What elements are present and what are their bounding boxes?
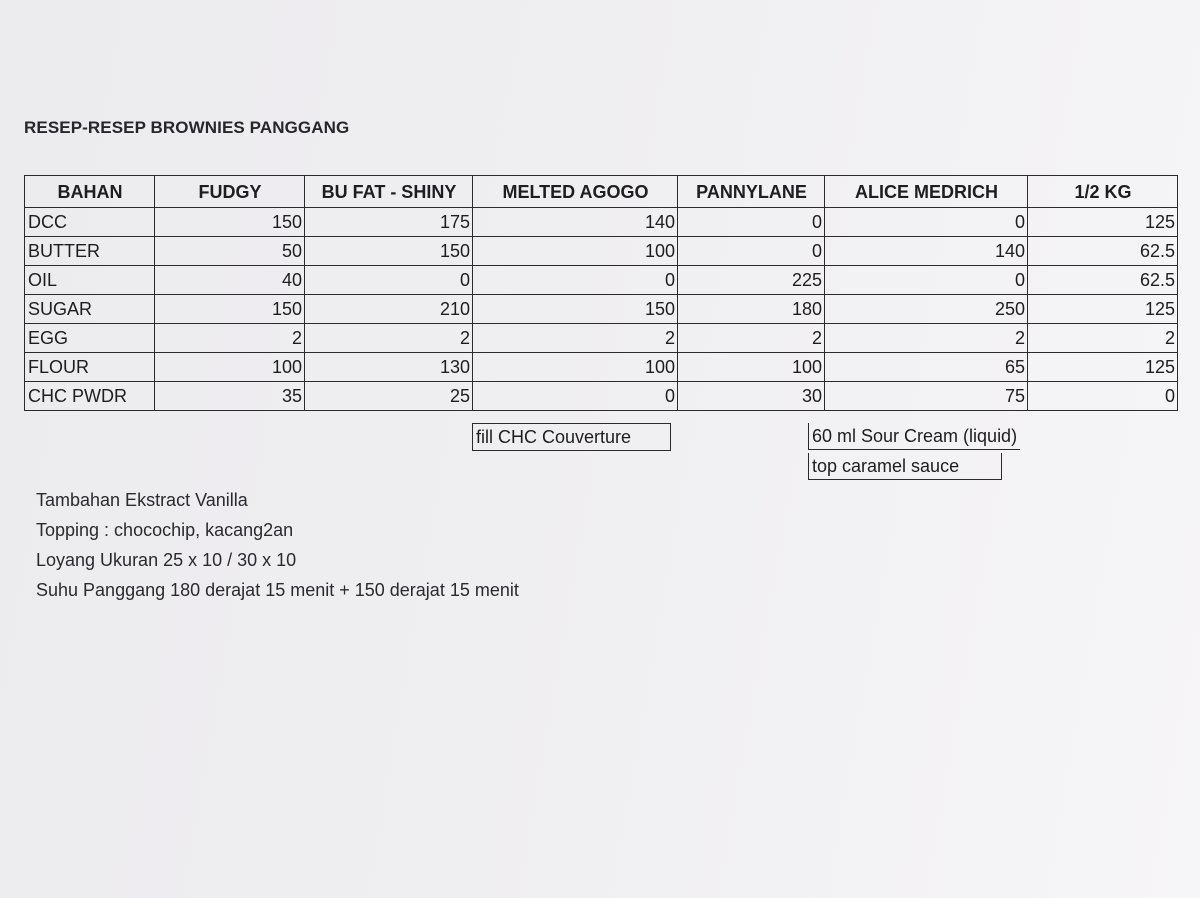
row-label: SUGAR bbox=[25, 295, 155, 324]
note-vanilla: Tambahan Ekstract Vanilla bbox=[36, 490, 248, 510]
table-row bbox=[25, 324, 1178, 353]
table-cell: 0 bbox=[473, 266, 678, 295]
table-cell: 62.5 bbox=[1028, 237, 1178, 266]
table-cell: 25 bbox=[305, 382, 473, 411]
table-cell: 150 bbox=[305, 237, 473, 266]
table-cell: 50 bbox=[155, 237, 305, 266]
table-cell: 0 bbox=[473, 382, 678, 411]
table-cell: 65 bbox=[825, 353, 1028, 382]
note-topping: Topping : chocochip, kacang2an bbox=[36, 520, 294, 540]
row-label: BUTTER bbox=[25, 237, 155, 266]
table-row bbox=[25, 237, 1178, 266]
table-cell: 140 bbox=[825, 237, 1028, 266]
row-label: OIL bbox=[25, 266, 155, 295]
column-header: BAHAN bbox=[25, 176, 155, 208]
table-cell: 0 bbox=[305, 266, 473, 295]
table-cell: 175 bbox=[305, 208, 473, 237]
recipe-notes bbox=[36, 485, 519, 605]
page-title: RESEP-RESEP BROWNIES PANGGANG bbox=[24, 118, 350, 137]
table-cell: 210 bbox=[305, 295, 473, 324]
table-cell: 150 bbox=[155, 295, 305, 324]
table-cell: 0 bbox=[678, 208, 825, 237]
table-header-row bbox=[25, 176, 1178, 208]
table-cell: 140 bbox=[473, 208, 678, 237]
column-header: PANNYLANE bbox=[678, 176, 825, 208]
column-header: FUDGY bbox=[155, 176, 305, 208]
table-cell: 2 bbox=[678, 324, 825, 353]
table-cell: 0 bbox=[825, 208, 1028, 237]
table-cell: 2 bbox=[155, 324, 305, 353]
table-cell: 35 bbox=[155, 382, 305, 411]
recipe-table bbox=[24, 175, 1178, 411]
row-label: CHC PWDR bbox=[25, 382, 155, 411]
table-cell: 225 bbox=[678, 266, 825, 295]
table-cell: 150 bbox=[155, 208, 305, 237]
row-label: FLOUR bbox=[25, 353, 155, 382]
table-cell: 2 bbox=[305, 324, 473, 353]
alice-medrich-note-caramel: top caramel sauce bbox=[808, 453, 1002, 480]
table-row bbox=[25, 353, 1178, 382]
table-row bbox=[25, 382, 1178, 411]
table-cell: 125 bbox=[1028, 353, 1178, 382]
table-cell: 0 bbox=[825, 266, 1028, 295]
table-cell: 62.5 bbox=[1028, 266, 1178, 295]
table-cell: 180 bbox=[678, 295, 825, 324]
table-cell: 0 bbox=[1028, 382, 1178, 411]
table-cell: 100 bbox=[678, 353, 825, 382]
table-cell: 2 bbox=[473, 324, 678, 353]
table-cell: 250 bbox=[825, 295, 1028, 324]
note-baking-temperature: Suhu Panggang 180 derajat 15 menit + 150 derajat 15 menit bbox=[36, 580, 519, 600]
column-header: 1/2 KG bbox=[1028, 176, 1178, 208]
table-cell: 100 bbox=[473, 353, 678, 382]
table-cell: 100 bbox=[155, 353, 305, 382]
row-label: EGG bbox=[25, 324, 155, 353]
column-header: BU FAT - SHINY bbox=[305, 176, 473, 208]
table-row bbox=[25, 208, 1178, 237]
note-pan-size: Loyang Ukuran 25 x 10 / 30 x 10 bbox=[36, 550, 297, 570]
table-cell: 125 bbox=[1028, 208, 1178, 237]
table-cell: 2 bbox=[825, 324, 1028, 353]
alice-medrich-note-sour-cream: 60 ml Sour Cream (liquid) bbox=[808, 423, 1020, 450]
column-header: ALICE MEDRICH bbox=[825, 176, 1028, 208]
table-cell: 0 bbox=[678, 237, 825, 266]
row-label: DCC bbox=[25, 208, 155, 237]
table-cell: 130 bbox=[305, 353, 473, 382]
table-row bbox=[25, 266, 1178, 295]
table-row bbox=[25, 295, 1178, 324]
table-cell: 30 bbox=[678, 382, 825, 411]
table-cell: 125 bbox=[1028, 295, 1178, 324]
table-cell: 100 bbox=[473, 237, 678, 266]
melted-agogo-note: fill CHC Couverture bbox=[472, 423, 671, 451]
table-cell: 75 bbox=[825, 382, 1028, 411]
table-cell: 2 bbox=[1028, 324, 1178, 353]
table-cell: 40 bbox=[155, 266, 305, 295]
table-cell: 150 bbox=[473, 295, 678, 324]
column-header: MELTED AGOGO bbox=[473, 176, 678, 208]
